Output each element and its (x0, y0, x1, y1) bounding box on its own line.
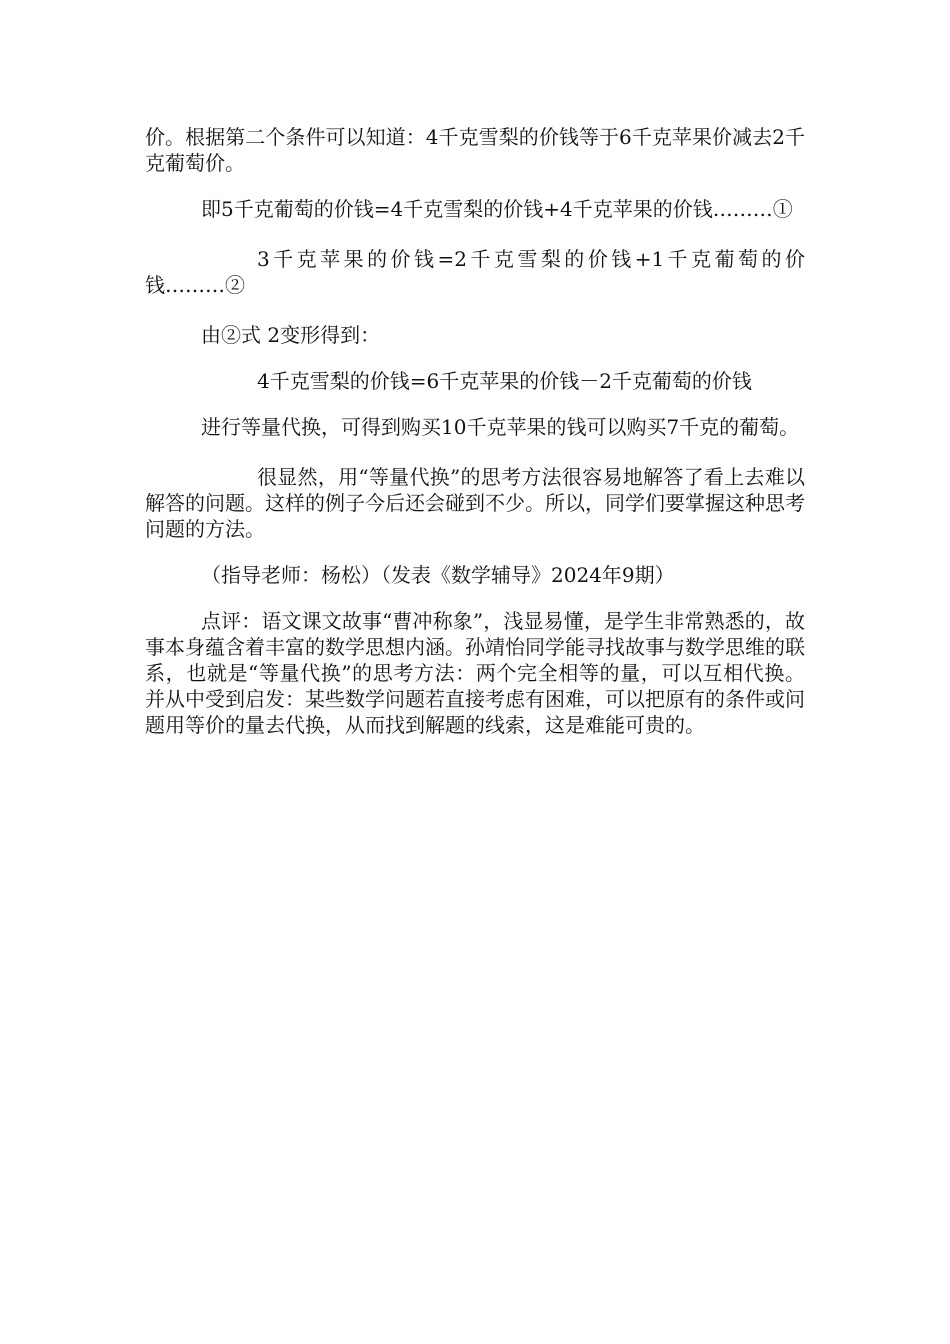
paragraph-commentary: 点评：语文课文故事“曹冲称象”，浅显易懂，是学生非常熟悉的，故事本身蕴含着丰富的数学思想内涵。孙靖怡同学能寻找故事与数学思维的联系，也就是“等量代换”的思考方法：两个完全相等的量，可以互相代换。并从中受到启发：某些数学问题若直接考虑有困难，可以把原有的条件或问题用等价的量去代换，从而找到解题的线索，这是难能可贵的。 (145, 609, 805, 737)
paragraph-condition-analysis: 价。根据第二个条件可以知道：4千克雪梨的价钱等于6千克苹果价减去2千克葡萄价。 (145, 125, 805, 175)
document-body (145, 124, 805, 758)
paragraph-transform-note: 由②式 2变形得到： (201, 323, 381, 347)
equation-2: 3千克苹果的价钱=2千克雪梨的价钱+1千克葡萄的价钱………② (145, 247, 805, 297)
equation-3: 4千克雪梨的价钱=6千克苹果的价钱－2千克葡萄的价钱 (257, 369, 752, 393)
paragraph-conclusion: 很显然，用“等量代换”的思考方法很容易地解答了看上去难以解答的问题。这样的例子今后还会碰到不少。所以，同学们要掌握这种思考问题的方法。 (145, 465, 805, 541)
equation-1: 即5千克葡萄的价钱=4千克雪梨的价钱+4千克苹果的价钱………① (201, 197, 793, 221)
paragraph-attribution: （指导老师：杨松）（发表《数学辅导》2024年9期） (201, 563, 675, 587)
paragraph-substitution-result: 进行等量代换，可得到购买10千克苹果的钱可以购买7千克的葡萄。 (201, 415, 800, 439)
